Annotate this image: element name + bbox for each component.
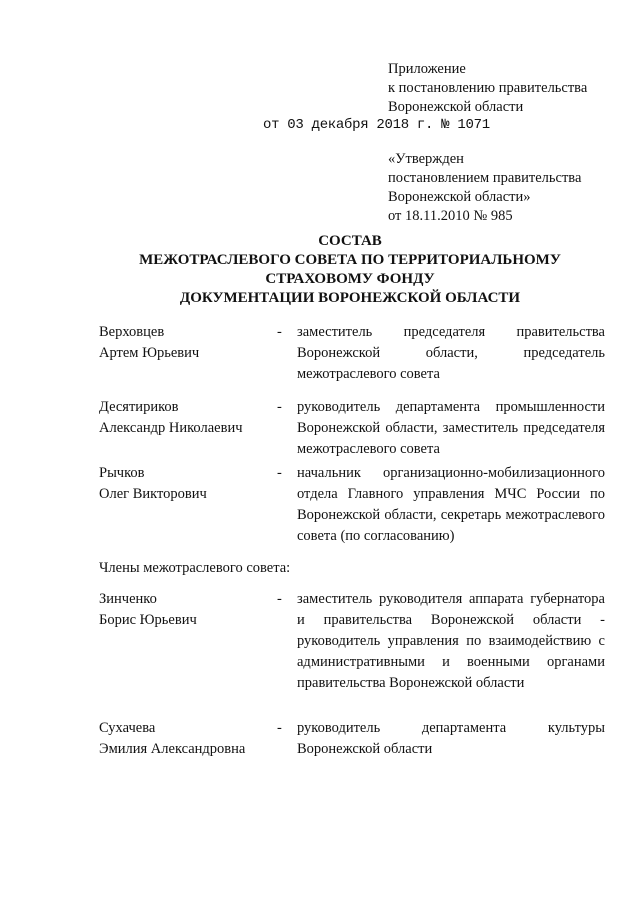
approved-line: постановлением правительства — [388, 170, 582, 186]
person-name — [99, 718, 274, 760]
entry-dash: - — [277, 324, 282, 340]
person-role: заместитель председателя правительства Воронежской области, председатель межотраслевого совета — [297, 324, 605, 382]
person-surname: Верховцев — [99, 324, 165, 340]
approved-line: Воронежской области» — [388, 189, 531, 205]
entry-dash: - — [277, 465, 282, 481]
appendix-line: Воронежской области — [388, 99, 524, 115]
person-given-names: Борис Юрьевич — [99, 612, 197, 628]
members-heading: Члены межотраслевого совета: — [99, 560, 291, 576]
appendix-block — [388, 60, 587, 117]
approved-block — [388, 150, 581, 226]
decree-stamp: от 03 декабря 2018 г. № 1071 — [263, 117, 490, 133]
person-given-names: Артем Юрьевич — [99, 345, 200, 361]
person-role: руководитель департамента промышленности Воронежской области, заместитель председателя межотраслевого совета — [297, 399, 605, 457]
person-surname: Десятириков — [99, 399, 179, 415]
appendix-line: Приложение — [388, 61, 466, 77]
person-given-names: Александр Николаевич — [99, 420, 243, 436]
approved-line: «Утвержден — [388, 151, 464, 167]
heading-line: ДОКУМЕНТАЦИИ ВОРОНЕЖСКОЙ ОБЛАСТИ — [179, 290, 521, 306]
heading-line: СТРАХОВОМУ ФОНДУ — [265, 271, 435, 287]
entry-dash: - — [277, 399, 282, 415]
person-surname: Сухачева — [99, 720, 156, 736]
heading-line: СОСТАВ — [318, 233, 382, 249]
person-surname: Зинченко — [99, 591, 157, 607]
entry-dash: - — [277, 720, 282, 736]
person-given-names: Эмилия Александровна — [99, 741, 246, 757]
person-given-names: Олег Викторович — [99, 486, 207, 502]
person-name — [99, 463, 274, 505]
person-surname: Рычков — [99, 465, 145, 481]
person-role: руководитель департамента культуры Воронежской области — [297, 720, 605, 757]
person-role: начальник организационно-мобилизационного отдела Главного управления МЧС России по Воронежской области, секретарь межотраслевого совета (по согласованию) — [297, 465, 605, 544]
appendix-line: к постановлению правительства — [388, 80, 588, 96]
document-heading — [0, 232, 640, 308]
approved-line: от 18.11.2010 № 985 — [388, 208, 513, 224]
entry-dash: - — [277, 591, 282, 607]
person-name — [99, 322, 274, 364]
person-name — [99, 397, 274, 439]
heading-line: МЕЖОТРАСЛЕВОГО СОВЕТА ПО ТЕРРИТОРИАЛЬНОМУ — [139, 252, 561, 268]
person-role: заместитель руководителя аппарата губернатора и правительства Воронежской области - руководитель управления по взаимодействию с административными и военными органами правительства Воронежской области — [297, 591, 605, 691]
person-name — [99, 589, 274, 631]
